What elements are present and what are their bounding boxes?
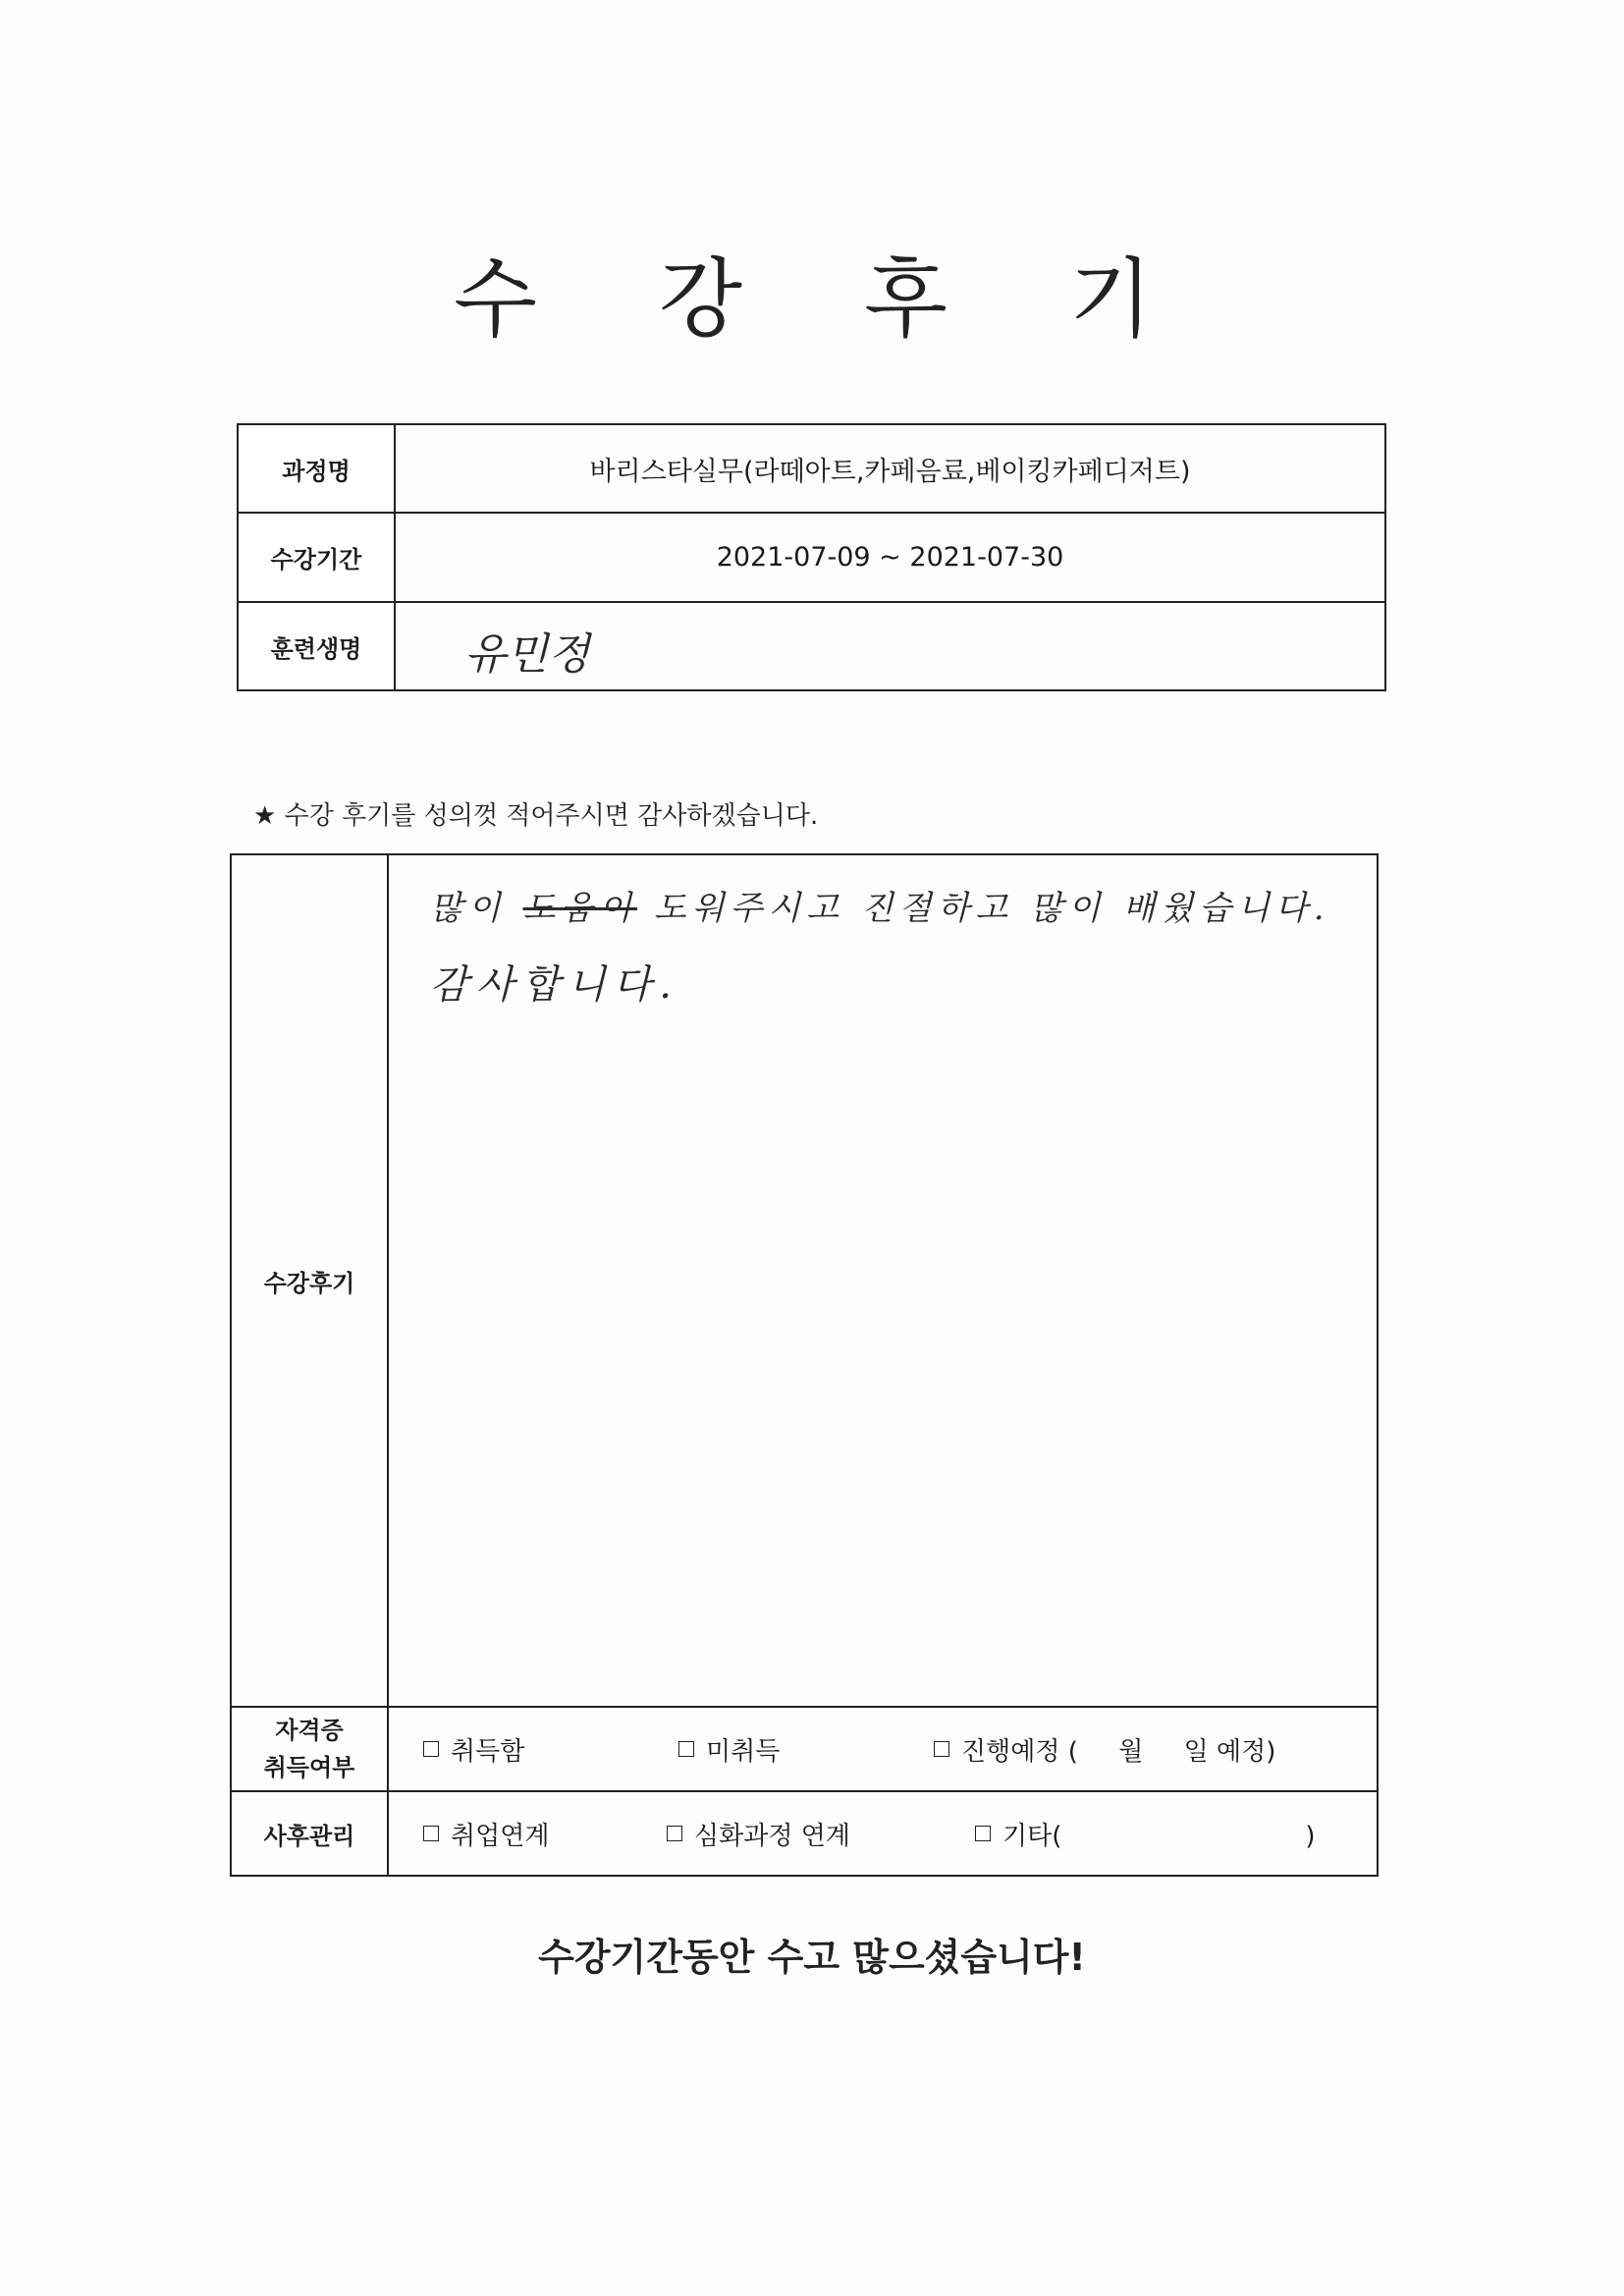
- checkbox-not-acquired[interactable]: 미취득: [678, 1731, 934, 1768]
- certificate-options: [388, 1707, 1378, 1791]
- review-line-1: 많이 도움이 도워주시고 진절하고 많이 배웠습니다.: [430, 889, 1330, 928]
- trainee-name-value: 유민정: [464, 629, 590, 680]
- checkbox-job-link[interactable]: 취업연계: [423, 1816, 667, 1852]
- checkbox-acquired[interactable]: 취득함: [423, 1731, 678, 1768]
- checkbox-in-progress[interactable]: 진행예정 ( 월 일 예정): [934, 1731, 1275, 1768]
- struck-word: 도움이: [522, 889, 638, 928]
- course-value: 바리스타실무(라떼아트,카페음료,베이킹카페디저트): [395, 424, 1385, 513]
- document-title: 수 강 후 기: [454, 248, 1200, 350]
- trainee-name-field[interactable]: [395, 602, 1385, 690]
- aftercare-label: 사후관리: [231, 1791, 388, 1876]
- instruction-note: ★ 수강 후기를 성의껏 적어주시면 감사하겠습니다.: [253, 801, 819, 831]
- checkbox-icon: [667, 1826, 682, 1841]
- checkbox-icon: [975, 1826, 991, 1841]
- period-label: 수강기간: [238, 513, 395, 602]
- closing-message: 수강기간동안 수고 많으셨습니다!: [538, 1936, 1086, 1979]
- checkbox-icon: [423, 1741, 439, 1757]
- checkbox-icon: [423, 1826, 439, 1841]
- review-table: [230, 853, 1379, 1877]
- checkbox-other[interactable]: 기타( ): [975, 1816, 1315, 1852]
- course-label: 과정명: [238, 424, 395, 513]
- review-line-2: 감사합니다.: [430, 962, 679, 1008]
- review-text-area[interactable]: [388, 854, 1378, 1707]
- trainee-name-label: 훈련생명: [238, 602, 395, 690]
- course-info-table: [237, 423, 1386, 691]
- review-label: 수강후기: [231, 854, 388, 1707]
- checkbox-icon: [934, 1741, 949, 1757]
- certificate-label: 자격증 취득여부: [231, 1707, 388, 1791]
- period-value: 2021-07-09 ~ 2021-07-30: [395, 513, 1385, 602]
- checkbox-advanced-course[interactable]: 심화과정 연계: [667, 1816, 975, 1852]
- aftercare-options: [388, 1791, 1378, 1876]
- checkbox-icon: [678, 1741, 694, 1757]
